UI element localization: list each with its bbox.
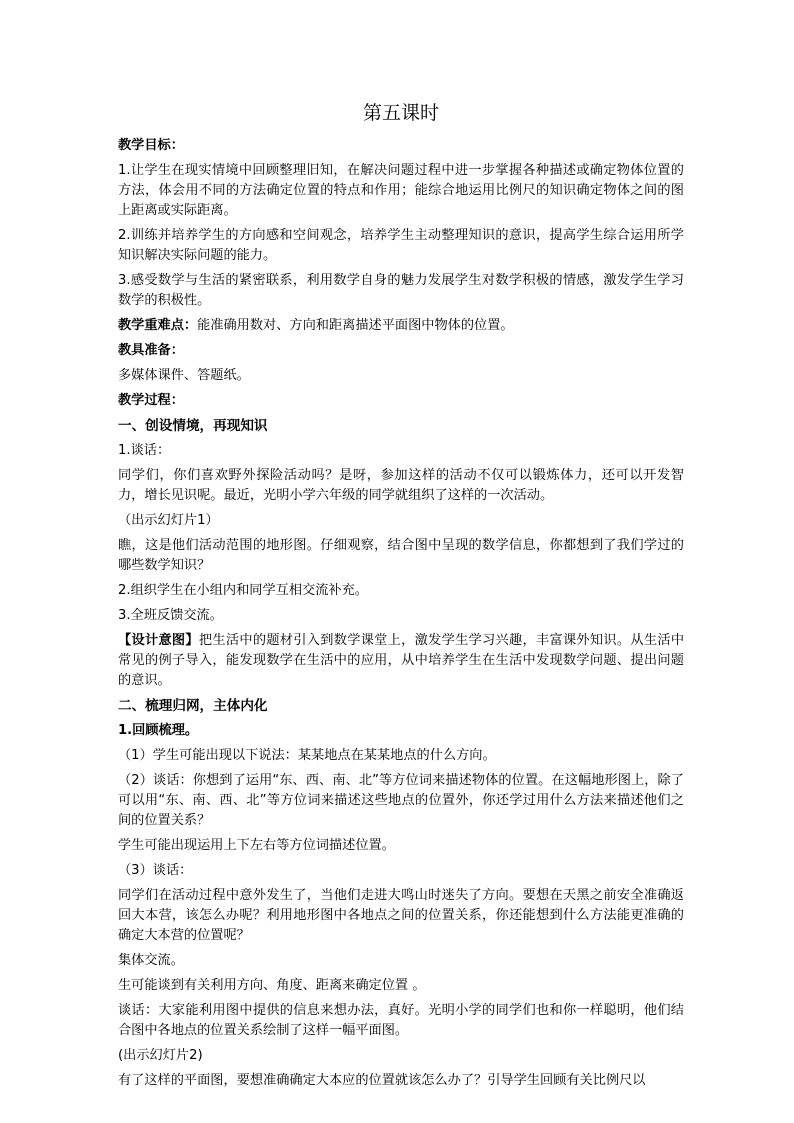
s1-step-3: 3.全班反馈交流。 <box>118 608 223 623</box>
goal-2: 2.训练并培养学生的方向感和空间观念，培养学生主动整理知识的意识，提高学生综合运用所学知识解决实际问题的能力。 <box>118 228 684 263</box>
s1-paragraph-1: 同学们，你们喜欢野外探险活动吗？是呀，参加这样的活动不仅可以锻炼体力，还可以开发智力，增长见识呢。最近，光明小学六年级的同学就组织了这样的一次活动。 <box>118 468 684 503</box>
s2-item-3-text: 同学们在活动过程中意外发生了，当他们走进大鸣山时迷失了方向。要想在天黑之前安全准确返回大本营，该怎么办呢？利用地形图中各地点之间的位置关系，你还能想到什么方法能更准确的确定大本营的位置呢？ <box>118 888 684 943</box>
goal-3: 3.感受数学与生活的紧密联系，利用数学自身的魅力发展学生对数学积极的情感，激发学生学习数学的积极性。 <box>118 273 684 308</box>
s2-talk: 谈话：大家能利用图中提供的信息来想办法，真好。光明小学的同学们也和你一样聪明，他们结合图中各地点的位置关系绘制了这样一幅平面图。 <box>118 1003 684 1038</box>
s2-slide: (出示幻灯片2) <box>118 1048 203 1063</box>
page-title: 第五课时 <box>362 102 439 124</box>
design-text: 把生活中的题材引入到数学课堂上，激发学生学习兴趣，丰富课外知识。从生活中常见的例子导入，能发现数学在生活中的应用，从中培养学生在生活中发现数学问题、提出问题的意识。 <box>118 633 685 688</box>
document-page <box>118 100 684 1096</box>
s2-step-1: 1.回顾梳理。 <box>118 723 199 738</box>
tools-text: 多媒体课件、答题纸。 <box>118 368 250 383</box>
s2-item-1: （1）学生可能出现以下说法：某某地点在某某地点的什么方向。 <box>118 748 496 763</box>
s2-collective: 集体交流。 <box>118 953 184 968</box>
s2-item-2: （2）谈话：你想到了运用“东、西、南、北”等方位词来描述物体的位置。在这幅地形图上，除了可以用“东、南、西、北”等方位词来描述这些地点的位置外，你还学过用什么方法来描述他们之间的位置关系？ <box>118 773 684 828</box>
section-2-heading: 二、梳理归网，主体内化 <box>118 698 268 714</box>
s2-item-2-note: 学生可能出现运用上下左右等方位词描述位置。 <box>118 838 395 853</box>
process-heading: 教学过程： <box>118 393 184 408</box>
key-label: 教学重难点： <box>118 318 198 333</box>
s1-slide: （出示幻灯片1） <box>118 513 219 528</box>
s1-talk: 1.谈话： <box>118 443 171 458</box>
goal-1: 1.让学生在现实情境中回顾整理旧知，在解决问题过程中进一步掌握各种描述或确定物体位置的方法，体会用不同的方法确定位置的特点和作用；能综合地运用比例尺的知识确定物体之间的图上距离或实际距离。 <box>118 163 684 218</box>
design-label: 【设计意图】 <box>118 633 199 648</box>
section-1-heading: 一、创设情境，再现知识 <box>118 418 268 434</box>
s2-last-line: 有了这样的平面图，要想准确确定大本应的位置就该怎么办了？引导学生回顾有关比例尺以 <box>118 1073 646 1088</box>
key-points <box>118 316 684 336</box>
key-text: 能准确用数对、方向和距离描述平面图中物体的位置。 <box>197 318 514 333</box>
s2-student-note: 生可能谈到有关利用方向、角度、距离来确定位置 。 <box>118 978 426 993</box>
goals-heading: 教学目标： <box>118 138 184 153</box>
s1-step-2: 2.组织学生在小组内和同学互相交流补充。 <box>118 583 368 598</box>
tools-heading: 教具准备： <box>118 343 184 358</box>
design-intent <box>118 631 684 691</box>
s1-paragraph-2: 瞧，这是他们活动范围的地形图。仔细观察，结合图中呈现的数学信息，你都想到了我们学过的哪些数学知识？ <box>118 538 684 573</box>
s2-item-3: （3）谈话： <box>118 863 193 878</box>
